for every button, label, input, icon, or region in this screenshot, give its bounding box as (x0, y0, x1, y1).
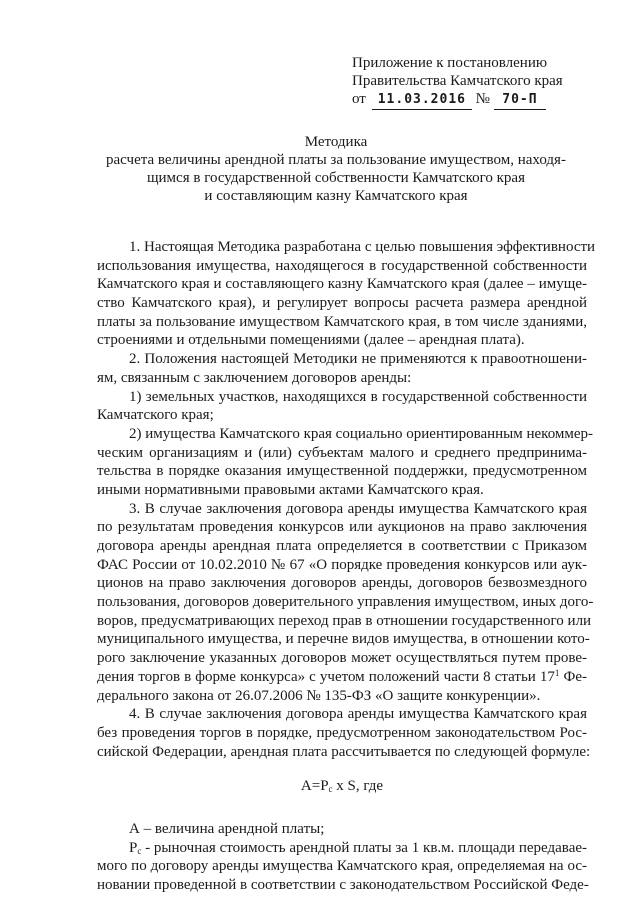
text-fragment: Фе- (559, 668, 587, 685)
text-line: 3. В случае заключения договора аренды имущества Камчатского края (129, 500, 587, 517)
document-title (96, 133, 576, 205)
text-line: строениями и отдельными помещениями (далее – арендная плата). (97, 332, 525, 349)
text-line: 1. Настоящая Методика разработана с целью повышения эффективности (129, 239, 596, 255)
paragraph-3 (97, 500, 594, 706)
text-line: 2) имущества Камчатского края социально ориентированным некоммер- (129, 425, 594, 442)
text-line: 2. Положения настоящей Методики не применяются к правоотношени- (129, 351, 587, 368)
text-line: дерального закона от 26.07.2006 № 135-ФЗ «О защите конкуренции». (97, 687, 541, 704)
text-line: ческим организациям и (или) субъектам малого и среднего предпринима- (97, 444, 587, 461)
paragraph-1 (97, 238, 596, 350)
definition-a (97, 820, 587, 839)
text-line: новании проведенной в соответствии с законодательством Российской Феде- (97, 877, 589, 893)
text-line: 4. В случае заключения договора аренды имущества Камчатского края (129, 706, 587, 723)
formula-subscript: с (328, 784, 333, 795)
text-line: ям, связанным с заключением договоров аренды: (97, 369, 412, 386)
number-label: № (475, 91, 490, 107)
definition-pc (97, 839, 587, 895)
text-line: ство Камчатского края), и регулирует вопросы расчета размера арендной (97, 295, 587, 312)
formula-right: x S, где (332, 778, 384, 795)
paragraph-4 (97, 705, 591, 761)
text-line: договора аренды арендная плата определяется в соответствии с Приказом (97, 538, 587, 554)
text-line: 1) земельных участков, находящихся в государственной собственности (129, 388, 587, 405)
text-line: ционов на право заключения договоров аренды, договоров безвозмездного (97, 575, 587, 592)
text-line: по результатам проведения конкурсов или аукционов на право заключения (97, 519, 587, 536)
text-line: мого по договору аренды имущества Камчатского края, определяемая на ос- (97, 858, 587, 875)
text-fragment: - рыночная стоимость арендной платы за 1 кв.м. площади передавае- (141, 839, 587, 856)
text-line: рого заключение указанных договоров может осуществляться путем прове- (97, 650, 587, 667)
text-line: воров, предусматривающих переход прав в отношении государственного или (97, 612, 592, 629)
text-line: платы за пользование имуществом Камчатского края, в том числе зданиями, (97, 313, 587, 330)
text-line: использования имущества, находящегося в государственной собственности (97, 257, 587, 274)
text-line: Камчатского края; (97, 407, 214, 424)
formula-left: А=Р (300, 778, 329, 795)
text-line: А – величина арендной платы; (129, 820, 325, 837)
text-line: сийской Федерации, арендная плата рассчитывается по следующей формуле: (97, 743, 591, 760)
paragraph-2-item-1 (97, 388, 587, 425)
text-fragment: дения торгов в форме конкурса» с учетом положений части 8 статьи 17 (97, 668, 555, 685)
text-line: муниципального имущества, и перечне видов имущества, в отношении кото- (97, 631, 590, 648)
superscript: 1 (554, 667, 560, 678)
handwritten-date: 11.03.2016 (372, 91, 472, 110)
document-body (97, 238, 596, 895)
text-line: тельства в порядке оказания имущественной поддержки, предусмотренном (97, 463, 587, 480)
handwritten-number: 70-П (494, 91, 546, 110)
attachment-block (352, 54, 563, 110)
text-line: без проведения торгов в порядке, предусмотренном законодательством Рос- (97, 724, 587, 741)
formula (97, 777, 587, 796)
text-line (97, 839, 587, 858)
paragraph-2 (97, 350, 587, 387)
text-line: ФАС России от 10.02.2010 № 67 «О порядке проведения конкурсов или аук- (97, 556, 587, 573)
text-line: Камчатского края и составляющего казну Камчатского края (далее – имуще- (97, 276, 587, 293)
attachment-line-3 (352, 90, 563, 110)
text-line: пользования, договоров доверительного управления имуществом, иных дого- (97, 594, 594, 611)
attachment-line-1: Приложение к постановлению (352, 55, 548, 71)
paragraph-2-item-2 (97, 425, 594, 500)
from-label: от (352, 91, 366, 107)
title-line-3: и составляющим казну Камчатского края (204, 188, 468, 204)
attachment-line-2: Правительства Камчатского края (352, 73, 563, 89)
text-line: иными нормативными правовыми актами Камчатского края. (97, 481, 484, 498)
subscript: с (137, 845, 142, 856)
text-line (97, 668, 587, 687)
text-fragment: Р (129, 839, 138, 856)
title-line-2: щимся в государственной собственности Камчатского края (146, 170, 525, 186)
title-heading: Методика (304, 134, 368, 150)
title-line-1: расчета величины арендной платы за пользование имуществом, находя- (106, 152, 566, 168)
